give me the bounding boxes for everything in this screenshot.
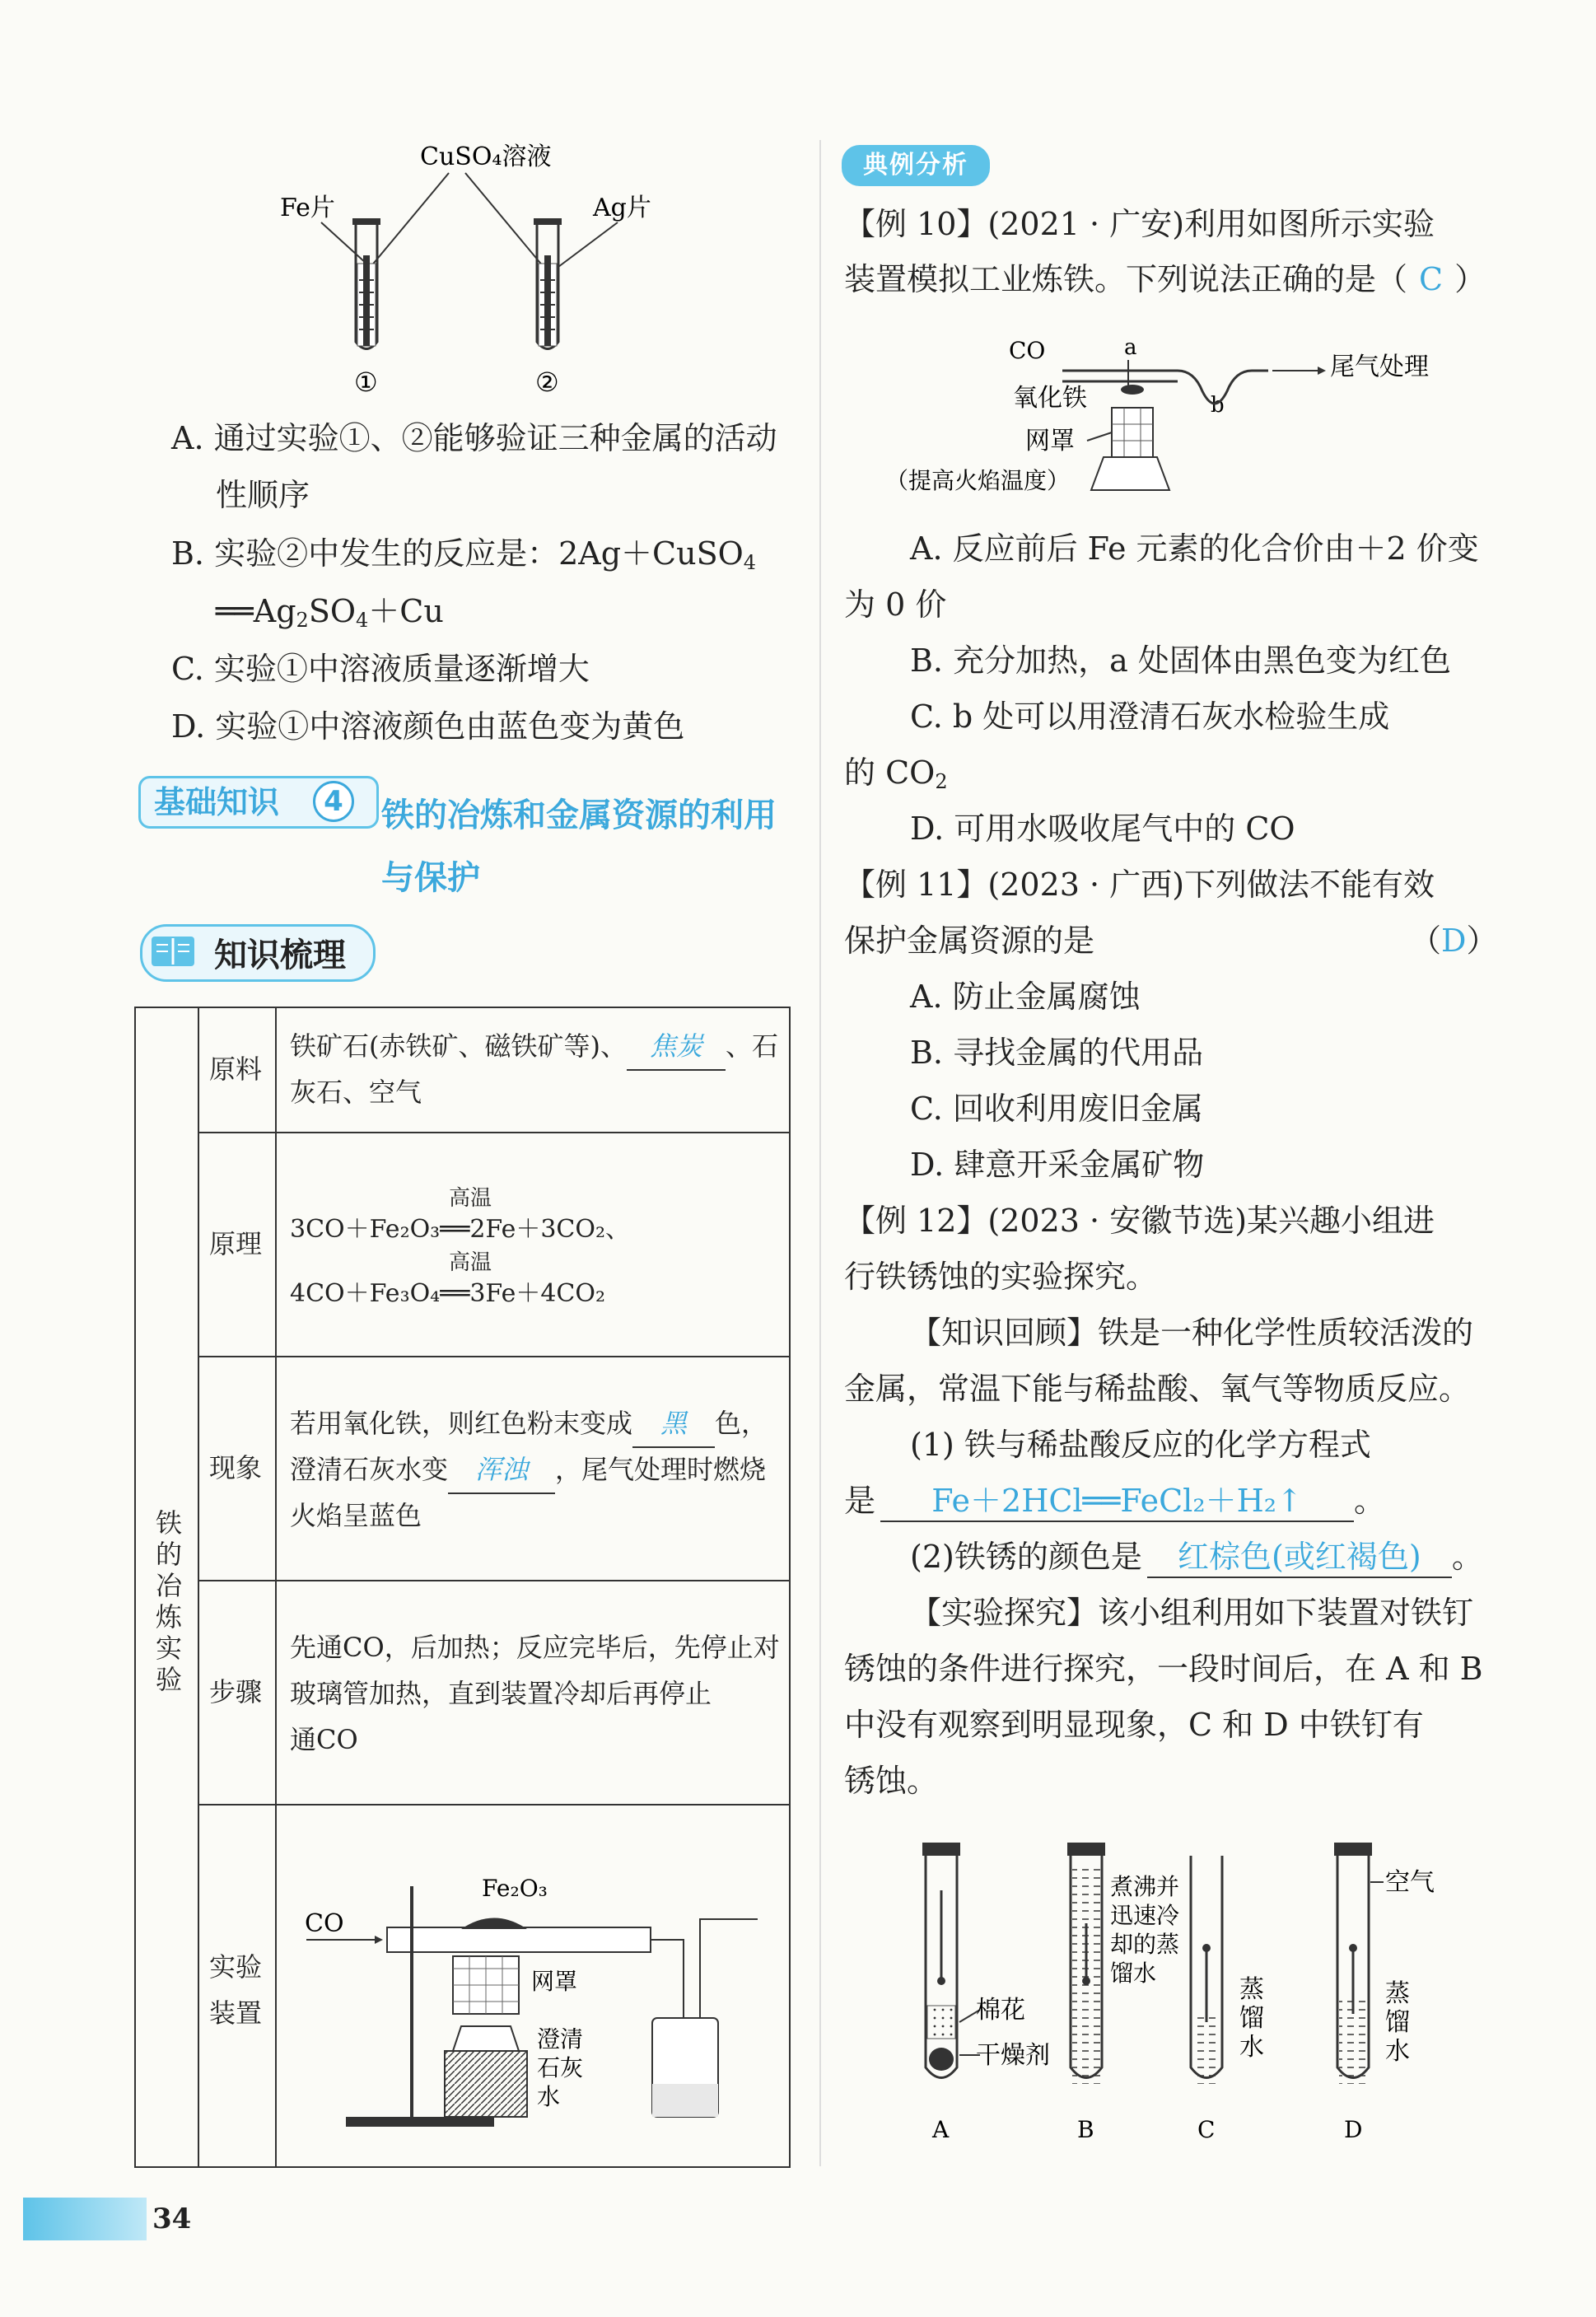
ex10-option-b: B. 充分加热，a 处固体由黑色变为红色 — [910, 642, 1451, 679]
svg-text:a: a — [1124, 335, 1137, 360]
example-analysis-badge: 典例分析 — [842, 145, 990, 186]
raw-text-2: 灰石、空气 — [290, 1077, 422, 1108]
equation-2: 4CO＋Fe₃O₄══3Fe＋4CO₂ — [290, 1279, 606, 1308]
svg-text:A: A — [932, 2116, 950, 2143]
svg-text:b: b — [1211, 393, 1225, 418]
svg-text:C: C — [1197, 2116, 1216, 2143]
svg-text:CO: CO — [305, 1909, 344, 1938]
ex10-option-c2: 的 $CO_2$ — [844, 754, 948, 793]
option-a-line2: 性顺序 — [216, 477, 310, 513]
page-number-bar — [23, 2198, 147, 2240]
ex10-apparatus-figure — [881, 325, 1507, 507]
svg-text:D: D — [1344, 2116, 1363, 2143]
ex12-knowledge-2: 金属，常温下能与稀盐酸、氧气等物质反应。 — [844, 1371, 1471, 1407]
row-label-apparatus-2: 装置 — [209, 1997, 263, 2029]
ex11-line1: 【例 11】(2023 · 广西)下列做法不能有效 — [844, 867, 1435, 903]
svg-text:蒸: 蒸 — [1385, 1979, 1410, 2008]
row-label-apparatus-1: 实验 — [209, 1951, 263, 1983]
ag-label: Ag片 — [593, 194, 651, 222]
svg-text:馏水: 馏水 — [1110, 1960, 1157, 1987]
ex11-option-b: B. 寻找金属的代用品 — [910, 1035, 1204, 1071]
svg-text:水: 水 — [1385, 2037, 1410, 2066]
svg-text:网罩: 网罩 — [531, 1968, 578, 1995]
option-d: D. 实验①中溶液颜色由蓝色变为黄色 — [171, 708, 685, 745]
svg-text:空气: 空气 — [1385, 1868, 1435, 1897]
equation-1: 3CO＋Fe₂O₃══2Fe＋3CO₂、 — [290, 1215, 631, 1244]
section-number: 4 — [313, 781, 354, 822]
svg-text:石灰: 石灰 — [537, 2054, 584, 2081]
option-a-line1: A. 通过实验①、②能够验证三种金属的活动 — [171, 420, 777, 456]
option-b-line1: B. 实验②中发生的反应是：2Ag＋CuSO$_4$ — [171, 535, 757, 574]
ex10-option-c1: C. b 处可以用澄清石灰水检验生成 — [910, 698, 1390, 735]
condition-1: 高温 — [449, 1186, 492, 1211]
ex10-line2: 装置模拟工业炼铁。下列说法正确的是（ C ） — [844, 261, 1486, 297]
section-title: 铁的冶炼和金属资源的利用与保护 — [381, 796, 777, 897]
svg-text:棉花: 棉花 — [976, 1996, 1025, 2025]
cuso4-label: CuSO₄溶液 — [420, 142, 552, 171]
ex11-option-c: C. 回收利用废旧金属 — [910, 1091, 1203, 1127]
ex12-q1-answer: Fe＋2HCl══FeCl₂＋H₂↑ — [880, 1481, 1354, 1522]
ex10-answer: C — [1419, 261, 1444, 297]
test-tube-figure — [264, 140, 692, 404]
row-label-phenomenon: 现象 — [209, 1452, 263, 1483]
option-b-line2: $══Ag_2SO_4+Cu$ — [216, 593, 444, 632]
svg-text:水: 水 — [1239, 2033, 1264, 2062]
ex10-option-a2: 为 0 价 — [844, 586, 947, 623]
phenomenon-line1: 若用氧化铁，则红色粉末变成 黑 色， — [290, 1400, 768, 1448]
ex12-line2: 行铁锈蚀的实验探究。 — [844, 1259, 1158, 1295]
ex12-knowledge-1: 【知识回顾】铁是一种化学性质较活泼的 — [910, 1315, 1474, 1351]
row-label-raw: 原料 — [209, 1053, 263, 1085]
svg-text:B: B — [1077, 2116, 1094, 2143]
ex12-explore-3: 中没有观察到明显现象，C 和 D 中铁钉有 — [844, 1707, 1424, 1743]
column-divider — [819, 140, 821, 2166]
section-tag: 基础知识 — [138, 776, 379, 829]
svg-text:（提高火焰温度）: （提高火焰温度） — [885, 467, 1071, 494]
knowledge-label: 知识梳理 — [214, 937, 346, 974]
phenomenon-line2: 澄清石灰水变 浑浊 ，尾气处理时燃烧 — [290, 1446, 766, 1494]
ex12-explore-2: 锈蚀的条件进行探究，一段时间后，在 A 和 B — [844, 1651, 1483, 1687]
svg-text:馏: 馏 — [1385, 2008, 1410, 2037]
svg-text:氧化铁: 氧化铁 — [1013, 384, 1087, 413]
svg-text:Fe₂O₃: Fe₂O₃ — [482, 1875, 548, 1902]
svg-text:却的蒸: 却的蒸 — [1110, 1931, 1180, 1958]
tube-2-label: ② — [535, 367, 559, 398]
ex12-q2: (2)铁锈的颜色是 红棕色(或红褐色) 。 — [910, 1537, 1483, 1578]
ex10-line1: 【例 10】(2021 · 广安)利用如图所示实验 — [844, 206, 1435, 242]
ex12-q2-answer: 红棕色(或红褐色) — [1147, 1537, 1452, 1578]
option-c: C. 实验①中溶液质量逐渐增大 — [171, 651, 590, 687]
ex10-option-d: D. 可用水吸收尾气中的 CO — [910, 810, 1295, 847]
row-label-principle: 原理 — [209, 1228, 263, 1259]
svg-text:CO: CO — [1009, 337, 1046, 364]
svg-text:澄清: 澄清 — [537, 2025, 584, 2053]
svg-text:煮沸并: 煮沸并 — [1110, 1873, 1180, 1900]
steps-line3: 通CO — [290, 1724, 358, 1755]
steps-line1: 先通CO，后加热；反应完毕后，先停止对 — [290, 1632, 780, 1663]
ex12-q1-line2: 是 Fe＋2HCl══FeCl₂＋H₂↑ 。 — [844, 1481, 1385, 1522]
fe-label: Fe片 — [280, 194, 335, 222]
svg-text:迅速冷: 迅速冷 — [1110, 1902, 1180, 1929]
ex10-option-a1: A. 反应前后 Fe 元素的化合价由＋2 价变 — [910, 530, 1479, 567]
table-vertical-title: 铁的冶炼实验 — [155, 1507, 182, 1695]
steps-line2: 玻璃管加热，直到装置冷却后再停止 — [290, 1678, 712, 1709]
raw-text: 铁矿石(赤铁矿、磁铁矿等)、 焦炭 、石 — [290, 1023, 778, 1071]
phenomenon-line3: 火焰呈蓝色 — [290, 1500, 422, 1531]
page-number: 34 — [152, 2203, 192, 2235]
svg-text:蒸: 蒸 — [1239, 1975, 1264, 2004]
ex12-line1: 【例 12】(2023 · 安徽节选)某兴趣小组进 — [844, 1203, 1435, 1239]
ex11-option-d: D. 肆意开采金属矿物 — [910, 1147, 1205, 1183]
ex11-line2: 保护金属资源的是 — [844, 923, 1095, 959]
svg-text:干燥剂: 干燥剂 — [976, 2041, 1050, 2070]
condition-2: 高温 — [449, 1250, 492, 1275]
rust-experiment-figure — [873, 1824, 1581, 2154]
ex12-explore-1: 【实验探究】该小组利用如下装置对铁钉 — [910, 1595, 1474, 1631]
book-icon — [148, 933, 198, 969]
ex11-option-a: A. 防止金属腐蚀 — [910, 979, 1141, 1015]
ex11-answer: （D） — [1410, 923, 1498, 959]
tube-1-label: ① — [354, 367, 378, 398]
svg-text:水: 水 — [537, 2083, 561, 2110]
row-label-steps: 步骤 — [209, 1676, 263, 1707]
ex12-q1-line1: (1) 铁与稀盐酸反应的化学方程式 — [910, 1427, 1371, 1463]
svg-text:网罩: 网罩 — [1025, 427, 1075, 455]
svg-text:馏: 馏 — [1239, 2004, 1264, 2033]
smelting-apparatus-figure — [296, 1853, 758, 2142]
svg-text:尾气处理: 尾气处理 — [1330, 353, 1429, 381]
ex12-explore-4: 锈蚀。 — [844, 1763, 939, 1799]
